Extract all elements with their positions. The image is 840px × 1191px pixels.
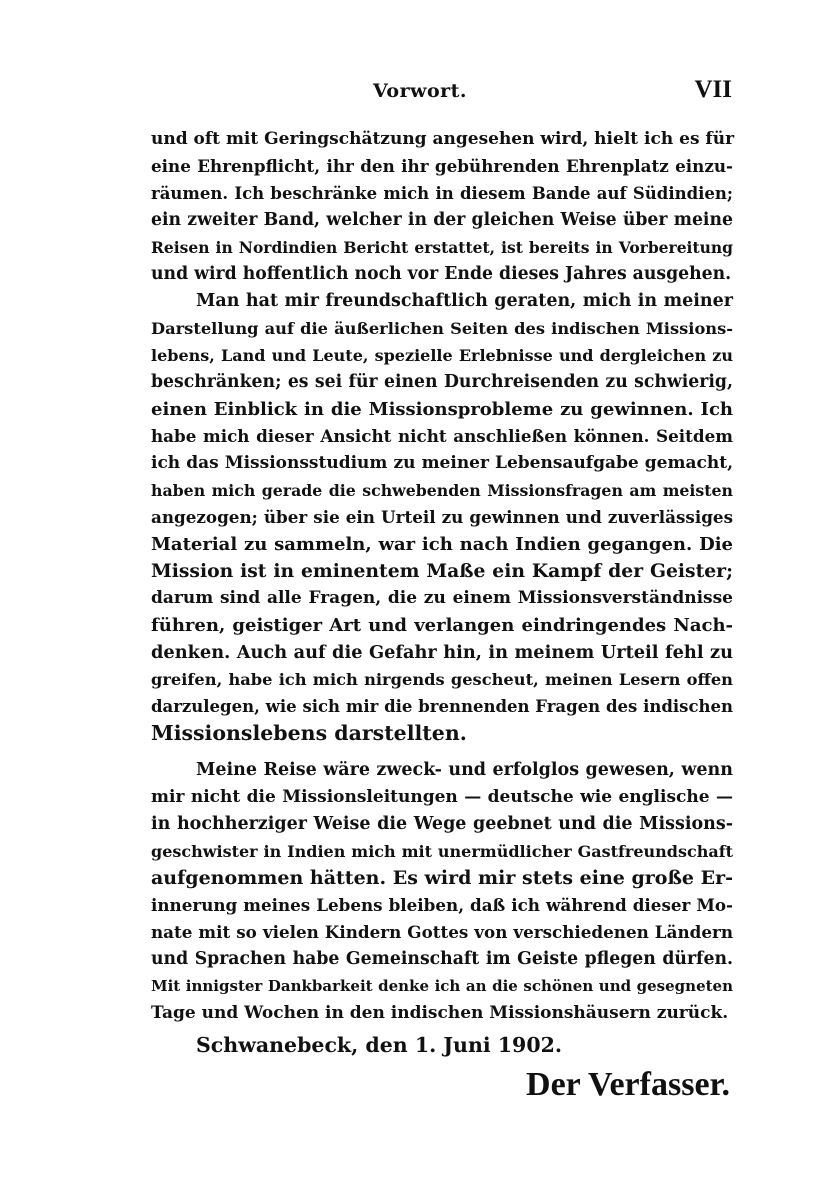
text-line: und wird hoffentlich noch vor Ende dieses Jahres ausgehen. (151, 264, 732, 284)
page-number: VII (694, 76, 732, 103)
text-line: räumen. Ich beschränke mich in diesem Bande auf Südindien; (151, 184, 733, 203)
text-line: beschränken; es sei für einen Durchreisenden zu schwierig, (151, 372, 733, 392)
text-line: innerung meines Lebens bleiben, daß ich während dieser Mo- (151, 895, 733, 915)
text-line: Darstellung auf die äußerlichen Seiten des indischen Missions- (151, 319, 733, 338)
text-line: Mission ist in eminentem Maße ein Kampf der Geister; (151, 560, 733, 582)
text-line: greifen, habe ich mich nirgends gescheut, meinen Lesern offen (151, 670, 733, 689)
text-line: in hochherziger Weise die Wege geebnet und die Missions- (151, 814, 733, 834)
text-line: Meine Reise wäre zweck- und erfolglos gewesen, wenn (196, 760, 733, 780)
text-line: Man hat mir freundschaftlich geraten, mich in meiner (196, 291, 733, 311)
author-signature: Der Verfasser. (526, 1066, 730, 1103)
text-line: Material zu sammeln, war ich nach Indien gegangen. Die (151, 534, 733, 555)
text-line: nate mit so vielen Kindern Gottes von verschiedenen Ländern (151, 922, 733, 942)
text-line: aufgenommen hätten. Es wird mir stets eine große Er- (151, 867, 733, 889)
text-line: eine Ehrenpflicht, ihr den ihr gebührenden Ehrenplatz einzu- (151, 156, 733, 176)
text-line: ich das Missionsstudium zu meiner Lebensaufgabe gemacht, (151, 453, 733, 473)
text-line: und oft mit Geringschätzung angesehen wird, hielt ich es für (151, 129, 735, 149)
text-line: führen, geistiger Art und verlangen eindringendes Nach- (151, 615, 733, 636)
text-line: ein zweiter Band, welcher in der gleichen Weise über meine (151, 210, 733, 230)
text-line: Tage und Wochen in den indischen Missionshäusern zurück. (151, 1003, 729, 1023)
text-line: Missionslebens darstellten. (151, 721, 467, 745)
text-line: angezogen; über sie ein Urteil zu gewinnen und zuverlässiges (151, 507, 733, 527)
place-date-line: Schwanebeck, den 1. Juni 1902. (196, 1033, 562, 1057)
text-line: denken. Auch auf die Gefahr hin, in meinem Urteil fehl zu (151, 642, 733, 663)
text-line: habe mich dieser Ansicht nicht anschließen können. Seitdem (151, 426, 733, 446)
text-line: darum sind alle Fragen, die zu einem Missionsverständnisse (151, 588, 733, 608)
text-line: darzulegen, wie sich mir die brennenden Fragen des indischen (151, 697, 733, 716)
text-line: einen Einblick in die Missionsprobleme zu gewinnen. Ich (151, 399, 733, 420)
text-line: lebens, Land und Leute, spezielle Erlebnisse und dergleichen zu (151, 346, 733, 365)
running-head-title: Vorwort. (372, 80, 468, 102)
text-line: Mit innigster Dankbarkeit denke ich an die schönen und gesegneten (151, 977, 733, 995)
text-line: haben mich gerade die schwebenden Missionsfragen am meisten (151, 481, 733, 500)
text-line: Reisen in Nordindien Bericht erstattet, ist bereits in Vorbereitung (151, 238, 733, 257)
text-line: geschwister in Indien mich mit unermüdlicher Gastfreundschaft (151, 842, 733, 861)
text-line: mir nicht die Missionsleitungen — deutsche wie englische — (151, 787, 733, 807)
text-line: und Sprachen habe Gemeinschaft im Geiste pflegen dürfen. (151, 949, 733, 969)
